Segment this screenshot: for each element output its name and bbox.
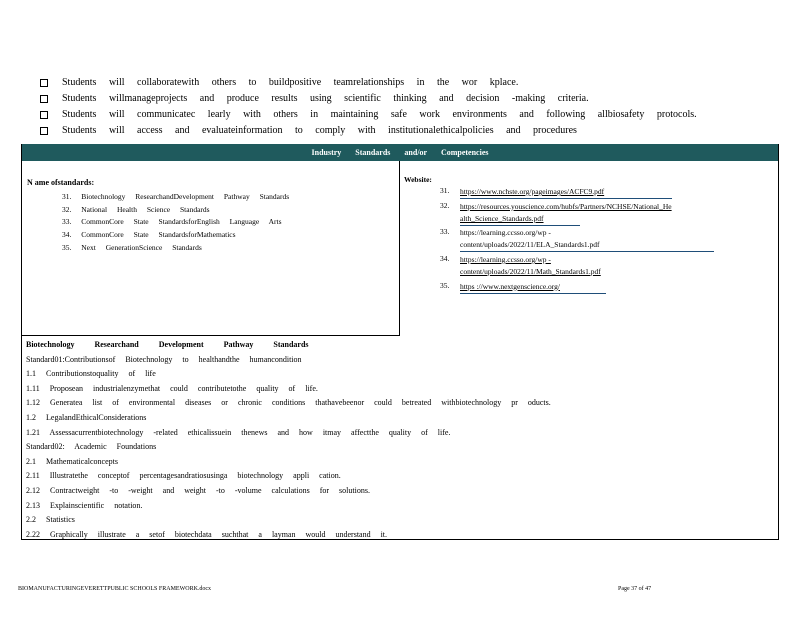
item-number: 31.	[440, 186, 450, 195]
list-item: 34. CommonCore State StandardsforMathematics	[62, 230, 236, 240]
standards-name-label: N ame ofstandards:	[27, 178, 95, 187]
standard-line: 2.2 Statistics	[26, 515, 75, 525]
item-number: 33.	[440, 227, 450, 237]
website-link[interactable]: https://www.nchste.org/pageimages/ACFC9.pdf	[460, 187, 605, 196]
website-link[interactable]: https://learning.ccsso.org/wp -	[460, 254, 551, 264]
section-title: Biotechnology Researchand Development Pathway Standards	[26, 340, 309, 349]
item-number: 35.	[440, 280, 450, 290]
row-divider	[22, 335, 400, 336]
standard-line: Standard01:Contributionsof Biotechnology to healthandthe humancondition	[26, 354, 302, 364]
website-item	[440, 201, 672, 225]
list-item: 32. National Health Science Standards	[62, 204, 210, 214]
website-item	[440, 254, 672, 278]
item-number: 34.	[440, 253, 450, 263]
website-item	[440, 281, 672, 293]
checkbox-bullet-icon	[40, 95, 48, 103]
column-divider	[399, 161, 400, 335]
list-item: 35. Next GenerationScience Standards	[62, 242, 202, 252]
standard-line: 1.1 Contributionstoquality of life	[26, 369, 156, 379]
standard-line: 2.13 Explainscientific notation.	[26, 500, 143, 510]
standard-line: 2.22 Graphically illustrate a setof biotechdata suchthat a layman would understand it.	[26, 529, 388, 539]
website-link[interactable]: content/uploads/2022/11/ELA_Standards1.pdf	[460, 240, 600, 250]
website-link[interactable]: https ://www.nextgenscience.org/	[460, 281, 560, 291]
link-underline	[460, 293, 606, 294]
link-underline	[460, 251, 714, 252]
standards-table	[21, 144, 779, 540]
footer-filename: BIOMANUFACTURINGEVERETTPUBLIC SCHOOLS FRAMEWORK.docx	[18, 586, 212, 592]
website-link[interactable]: content/uploads/2022/11/Math_Standards1.pdf	[460, 266, 601, 276]
list-item: 33. CommonCore State StandardsforEnglish Language Arts	[62, 217, 282, 227]
standard-line: 1.12 Generatea list of environmental diseases or chronic conditions thathavebeenor could betreated withbiotechnology pr oducts.	[26, 398, 551, 408]
item-number: 32.	[440, 200, 450, 210]
website-item	[440, 227, 672, 251]
standard-line: 2.11 Illustratethe conceptof percentagesandratiosusinga biotechnology appli cation.	[26, 471, 341, 481]
website-link[interactable]: https://resources.youscience.com/hubfs/Partners/NCHSE/National_He	[460, 201, 672, 211]
list-item: 31. Biotechnology ResearchandDevelopment Pathway Standards	[62, 192, 290, 201]
checkbox-bullet-icon	[40, 127, 48, 135]
website-item	[440, 186, 672, 198]
standards-name-list	[62, 191, 289, 255]
link-underline	[460, 198, 672, 199]
website-link[interactable]: https://learning.ccsso.org/wp -	[460, 228, 551, 238]
website-label: Website:	[404, 175, 432, 184]
website-link[interactable]: alth_Science_Standards.pdf	[460, 213, 544, 223]
standard-line: 1.2 LegalandEthicalConsiderations	[26, 412, 147, 422]
website-list	[440, 186, 672, 295]
pathway-standards-section	[26, 338, 551, 542]
standard-line: 1.11 Proposean industrialenzymethat could contributetothe quality of life.	[26, 383, 318, 393]
link-underline	[460, 225, 580, 226]
checkbox-bullet-icon	[40, 79, 48, 87]
standard-line: 1.21 Assessacurrentbiotechnology -related ethicalissuein thenews and how itmay affectthe quality of life.	[26, 427, 451, 437]
standard-line: 2.1 Mathematicalconcepts	[26, 456, 118, 466]
footer-page-number: Page 37 of 47	[618, 586, 652, 592]
checkbox-bullet-icon	[40, 111, 48, 119]
standard-line: 2.12 Contractweight -to -weight and weight -to -volume calculations for solutions.	[26, 485, 370, 495]
table-header-bar: Industry Standards and/or Competencies	[22, 144, 778, 161]
standard-line: Standard02: Academic Foundations	[26, 442, 157, 452]
